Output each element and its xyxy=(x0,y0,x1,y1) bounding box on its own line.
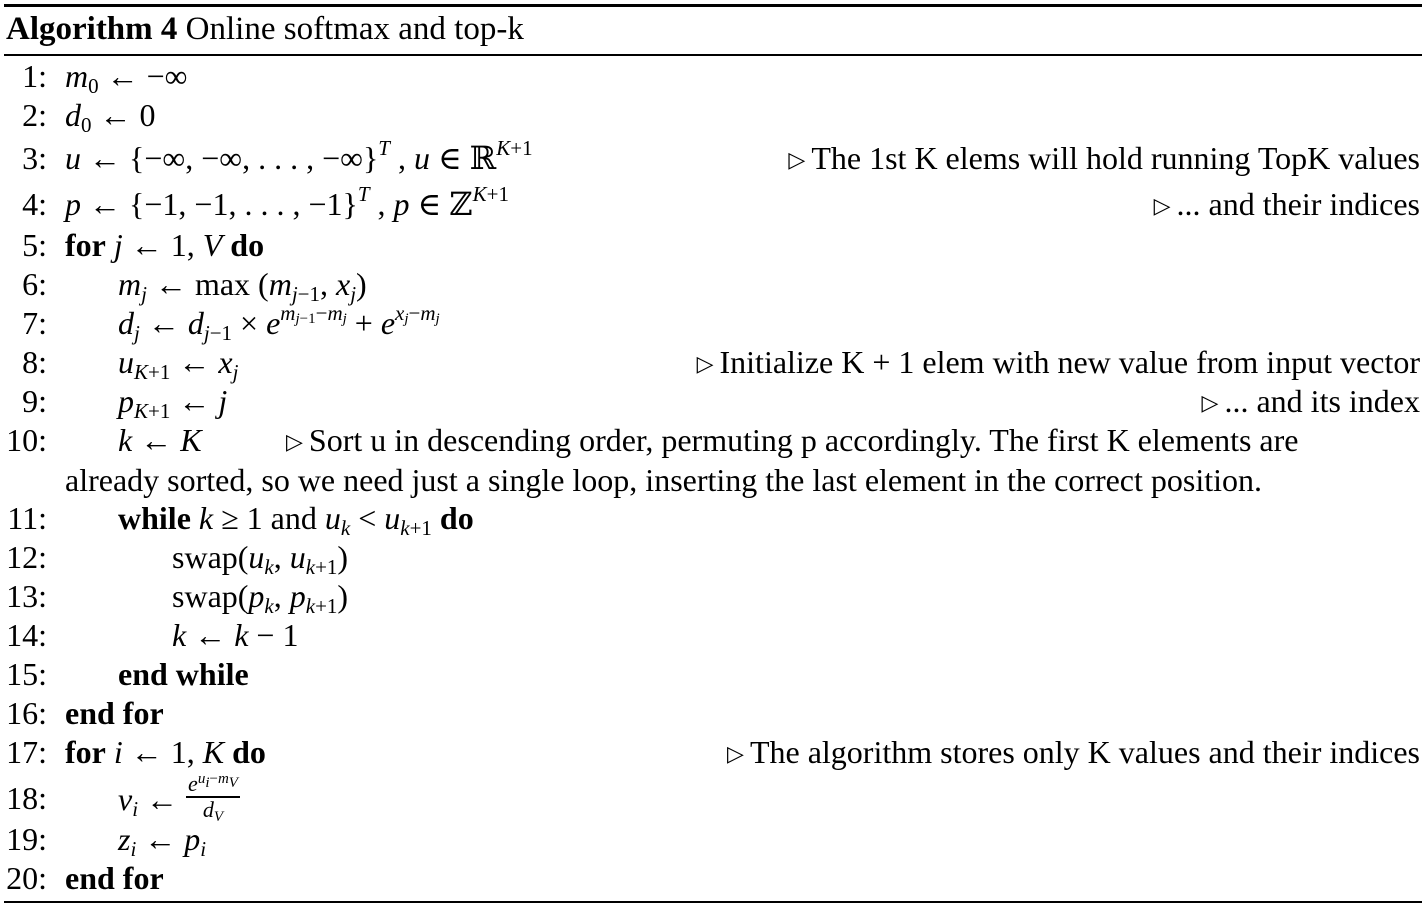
algorithm-name: Online softmax and top-k xyxy=(185,11,524,47)
line-code: for j ← 1, V do xyxy=(65,227,265,263)
line-number: 14: xyxy=(6,617,47,653)
line-number: 15: xyxy=(6,656,47,692)
algorithm-line-4 xyxy=(0,184,1422,224)
line-comment: ▷ ... and their indices xyxy=(1153,186,1420,222)
line-code: k ← K xyxy=(118,422,202,458)
line-comment-continuation: already sorted, so we need just a single loop, inserting the last element in the correct position. xyxy=(65,462,1263,498)
line-comment: ▷ ... and its index xyxy=(1201,383,1420,419)
line-number: 9: xyxy=(22,383,47,419)
line-code: p ← {−1, −1, . . . , −1}$^T$ , p ∈ ℤ$^{K+1}$ xyxy=(65,182,509,222)
line-number: 13: xyxy=(6,578,47,614)
algorithm-line-10 xyxy=(0,420,1422,500)
line-code: $u_{K+1}$ ← $x_j$ xyxy=(118,344,239,384)
algorithm-line-18 xyxy=(0,771,1422,825)
top-rule xyxy=(4,4,1422,7)
line-code: $swap(u_k$, $u_{k+1}$) xyxy=(172,539,349,579)
line-number: 1: xyxy=(22,58,47,94)
algorithm-line-14 xyxy=(0,615,1422,655)
line-number: 19: xyxy=(6,821,47,857)
line-number: 11: xyxy=(7,500,47,536)
bottom-rule xyxy=(4,901,1422,903)
line-number: 6: xyxy=(22,266,47,302)
line-number: 17: xyxy=(6,734,47,770)
line-code: $d_0$ ← 0 xyxy=(65,97,156,137)
line-code: end while xyxy=(118,656,249,692)
algorithm-line-20 xyxy=(0,858,1422,898)
algorithm-line-16 xyxy=(0,693,1422,733)
comment-triangle-icon: ▷ xyxy=(696,351,714,376)
line-code: u ← {−∞, −∞, . . . , −∞}$^T$ , u ∈ ℝ$^{K+1}$ xyxy=(65,136,533,176)
line-number: 20: xyxy=(6,860,47,896)
algorithm-line-12 xyxy=(0,537,1422,577)
comment-triangle-icon: ▷ xyxy=(1201,390,1219,415)
algorithm-line-8 xyxy=(0,342,1422,382)
line-comment: ▷ Sort u in descending order, permuting p accordingly. The first K elements are xyxy=(286,422,1299,458)
algorithm-line-7 xyxy=(0,303,1422,343)
line-number: 18: xyxy=(6,780,47,816)
line-code: $d_j$ ← $d_{j-1} \times e^{m_{j-1}-m_j} + e^{x_j-m_j}$ xyxy=(118,301,440,345)
algorithm-line-19 xyxy=(0,819,1422,859)
line-code: while k ≥ 1 and $u_k < u_{k+1}$ do xyxy=(118,500,474,540)
algorithm-line-6 xyxy=(0,264,1422,304)
line-code: $p_{K+1}$ ← j xyxy=(118,383,228,423)
line-number: 16: xyxy=(6,695,47,731)
fraction: $\frac{e^{u_i-m_V}}{d_V}$ xyxy=(188,771,238,825)
line-comment: ▷ Initialize K + 1 elem with new value from input vector xyxy=(696,344,1420,380)
algorithm-line-15 xyxy=(0,654,1422,694)
line-code: $v_i$ ← $\frac{e^{u_i-m_V}}{d_V}$ xyxy=(118,771,238,825)
algorithm-line-13 xyxy=(0,576,1422,616)
line-code: $swap(p_k$, $p_{k+1}$) xyxy=(172,578,349,618)
line-number: 5: xyxy=(22,227,47,263)
line-comment: ▷ The 1st K elems will hold running TopK values xyxy=(788,140,1420,176)
algorithm-line-9 xyxy=(0,381,1422,421)
comment-triangle-icon: ▷ xyxy=(286,429,303,454)
line-comment: ▷ The algorithm stores only K values and their indices xyxy=(727,734,1420,770)
line-code: k ← k − 1 xyxy=(172,617,299,653)
algorithm-line-3 xyxy=(0,138,1422,178)
line-number: 2: xyxy=(22,97,47,133)
algorithm-line-2 xyxy=(0,95,1422,135)
comment-triangle-icon: ▷ xyxy=(1153,193,1171,218)
line-code: end for xyxy=(65,860,164,896)
algorithm-line-1 xyxy=(0,56,1422,96)
line-code: $z_i$ ← $p_i$ xyxy=(118,821,207,861)
algorithm-line-5 xyxy=(0,225,1422,265)
algorithm-line-17 xyxy=(0,732,1422,772)
algorithm-line-11 xyxy=(0,498,1422,538)
line-code: $m_0$ ← −∞ xyxy=(65,58,188,98)
line-code: for i ← 1, K do xyxy=(65,734,266,770)
algorithm-label: Algorithm 4 xyxy=(6,11,178,47)
line-number: 10: xyxy=(6,422,47,458)
line-number: 3: xyxy=(22,140,47,176)
algorithm-title xyxy=(6,8,524,50)
comment-triangle-icon: ▷ xyxy=(727,741,744,766)
line-number: 4: xyxy=(22,186,47,222)
line-number: 12: xyxy=(6,539,47,575)
line-code: $m_j$ ← $\max (m_{j-1}$, $x_j$) xyxy=(118,266,367,306)
comment-triangle-icon: ▷ xyxy=(788,147,806,172)
line-number: 8: xyxy=(22,344,47,380)
line-code: end for xyxy=(65,695,164,731)
line-number: 7: xyxy=(22,305,47,341)
